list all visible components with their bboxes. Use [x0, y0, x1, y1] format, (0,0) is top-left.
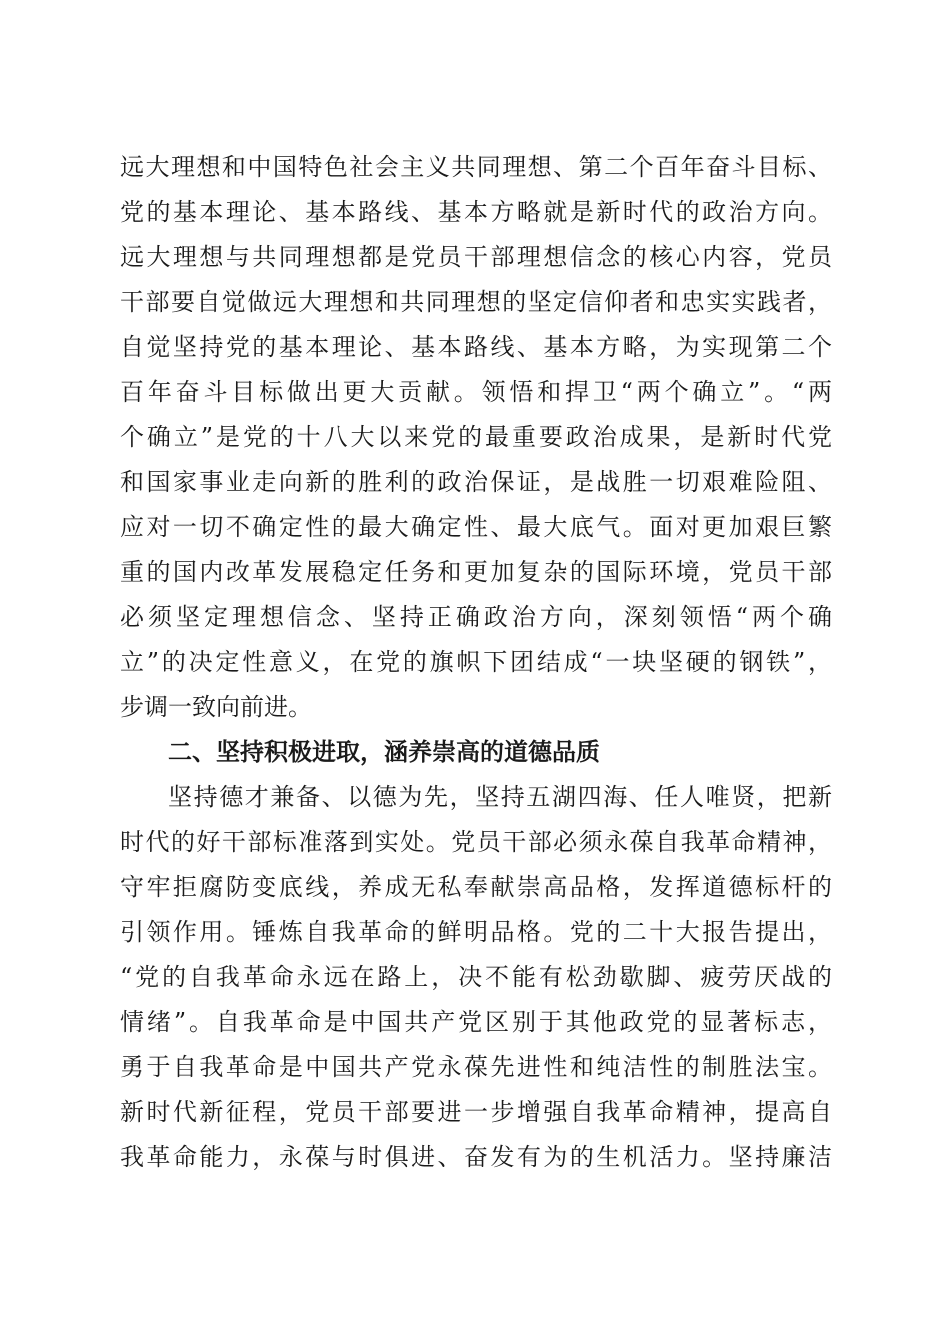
paragraph-line: 守牢拒腐防变底线，养成无私奉献崇高品格，发挥道德标杆的: [120, 873, 832, 901]
paragraph-line: 百年奋斗目标做出更大贡献。领悟和捍卫“两个确立”。“两: [120, 378, 832, 406]
paragraph-line: 应对一切不确定性的最大确定性、最大底气。面对更加艰巨繁: [120, 513, 832, 541]
paragraph-line: 新时代新征程，党员干部要进一步增强自我革命精神，提高自: [120, 1098, 832, 1126]
paragraph-line: 情绪”。自我革命是中国共产党区别于其他政党的显著标志，: [120, 1008, 832, 1036]
paragraph-line: 勇于自我革命是中国共产党永葆先进性和纯洁性的制胜法宝。: [120, 1053, 832, 1081]
paragraph-line: 立”的决定性意义，在党的旗帜下团结成“一块坚硬的钢铁”，: [120, 648, 832, 676]
paragraph-line: 党的基本理论、基本路线、基本方略就是新时代的政治方向。: [120, 198, 832, 226]
paragraph-line: 引领作用。锤炼自我革命的鲜明品格。党的二十大报告提出，: [120, 918, 832, 946]
paragraph-line: 自觉坚持党的基本理论、基本路线、基本方略，为实现第二个: [120, 333, 832, 361]
paragraph-line: 步调一致向前进。: [120, 693, 312, 721]
paragraph-line: 必须坚定理想信念、坚持正确政治方向，深刻领悟“两个确: [120, 603, 832, 631]
paragraph-line: 坚持德才兼备、以德为先，坚持五湖四海、任人唯贤，把新: [168, 783, 832, 811]
paragraph-line: 时代的好干部标准落到实处。党员干部必须永葆自我革命精神，: [120, 828, 832, 856]
paragraph-line: 和国家事业走向新的胜利的政治保证，是战胜一切艰难险阻、: [120, 468, 832, 496]
paragraph-line: 远大理想与共同理想都是党员干部理想信念的核心内容，党员: [120, 243, 832, 271]
paragraph-line: “党的自我革命永远在路上，决不能有松劲歇脚、疲劳厌战的: [120, 963, 832, 991]
section-heading: 二、坚持积极进取，涵养崇高的道德品质: [168, 738, 600, 766]
paragraph-line: 我革命能力，永葆与时俱进、奋发有为的生机活力。坚持廉洁: [120, 1143, 832, 1171]
paragraph-line: 个确立”是党的十八大以来党的最重要政治成果，是新时代党: [120, 423, 832, 451]
paragraph-line: 远大理想和中国特色社会主义共同理想、第二个百年奋斗目标、: [120, 153, 832, 181]
paragraph-line: 重的国内改革发展稳定任务和更加复杂的国际环境，党员干部: [120, 558, 832, 586]
paragraph-line: 干部要自觉做远大理想和共同理想的坚定信仰者和忠实实践者，: [120, 288, 832, 316]
